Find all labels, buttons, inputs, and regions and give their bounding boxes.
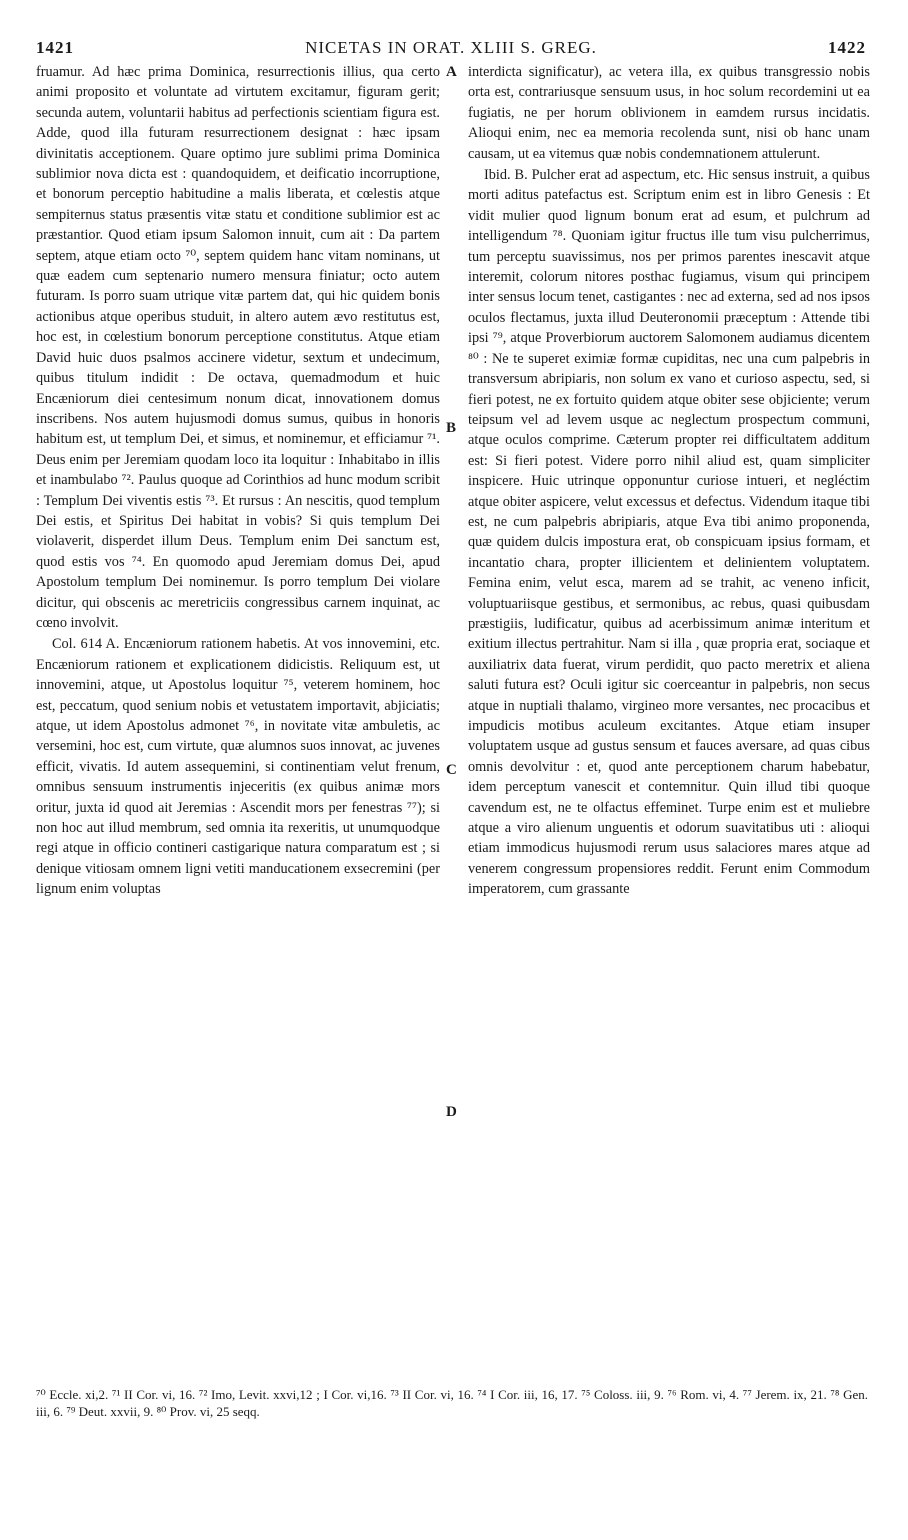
right-paragraph: Ibid. B. Pulcher erat ad aspectum, etc. Hic sensus instruit, a quibus morti aditus patefactus est. Scriptum enim est in libro Genesis : Et vidit mulier quod lignum bonum erat ad esum, et pulchrum ad intelligendum ⁷⁸. Quoniam igitur fructus ille tum visu pulcherrimus, tum perceptu suavissimus, nos per primos parentes inescavit atque interemit, colorum nitores posthac fugiamus, visum qui principem inter sensus locum tenet, castigantes : nec ad externa, sed ad nos ipsos oculos flectamus, juxta illud Deuteronomii præceptum : Attende tibi ipsi ⁷⁹, atque Proverbiorum auctorem Salomonem audiamus dicentem ⁸⁰ : Ne te superet eximiæ formæ cupiditas, nec una cum palpebris in transversum abripiaris, non solum ex vano et curioso aspectu, sed, si fieri potest, ne ex fortuito quidem atque obiter sese objiciente; verum teipsum vel ad levem usque ac neglectum prospectum communi, atque oculos comprime. Cæterum propter rei difficultatem additum est: Si fieri potest. Videre porro nihil aliud est, quam simpliciter inspicere. Huic utrinque opponuntur curiose intueri, et negléctim atque obiter aspicere, velut excessus et defectus. Videndum itaque tibi est, ne cum palpebris abripiaris, atque Eva tibi animo proponenda, quæ quidem dulcis impostura erat, ob conspicuam ipsius formam, et incantatio chara, propter illicientem et delinientem voluptatem. Femina enim, velut esca, marem ad se trahit, ac veneno inficit, voluptuariisque gestibus, et sermonibus, ac rebus, quasi quibusdam præstigiis, ludificatur, quibus ad acerbissimum animæ interitum et exitium illectus pertrahitur. Nam si illa , quæ propria erat, sociaque et auxiliatrix data fuerat, virum perdidit, quo pacto meretrix et aliena saluti futura est? Oculi igitur sic coerceantur in palpebris, non secus atque in nuptiali thalamo, virgineo more versantes, nec procacibus et impudicis motibus aculeum excitantes. Atque etiam insuper voluptatem usque ad gustus sensum et fauces aversare, ad quas cibus omnis devolvitur : et, quod ante perceptionem charum habebatur, idem perceptum vanescit et contemnitur. Quin illud tibi quoque cavendum est, ne te olfactus effeminet. Turpe enim est et muliebre atque a viro alienum unguentis et odorum suavitatibus uti : alioqui etiam immodicus hujusmodi rerum usus salaciores mares atque ad venerem congressum propensiores reddit. Ferunt enim Commodum imperatorem, cum grassante — [468, 167, 870, 898]
page-header — [36, 38, 866, 62]
section-marker-a: A — [446, 64, 457, 80]
page-number-right: 1422 — [828, 38, 866, 57]
page-number-left: 1421 — [36, 38, 74, 57]
running-title: NICETAS IN ORAT. XLIII S. GREG. — [305, 38, 597, 57]
section-marker-c: C — [446, 762, 457, 778]
right-column — [468, 62, 870, 900]
right-paragraph: interdicta significatur), ac vetera illa, ex quibus transgressio nobis orta est, contrariusque sensuum usus, in hoc solum recordemini ut ea fugiatis, ne per horum oblivionem in eamdem rursus incidatis. Alioqui enim, nec ea memoria recolenda sunt, nisi ob hanc unam causam, ut ea vitemus quæ nobis condemnationem attulerunt. — [468, 64, 870, 162]
left-paragraph: Col. 614 A. Encæniorum rationem habetis. At vos innovemini, etc. Encæniorum rationem et explicationem didicistis. Reliquum est, ut innovemini, atque, ut Apostolus loquitur ⁷⁵, veterem hominem, hoc est, peccatum, quod senium nobis et vetustatem importavit, abjiciatis; atque, ut idem Apostolus admonet ⁷⁶, in novitate vitæ ambuletis, ac versemini, hoc est, cum virtute, quæ alumnos suos innovat, ac juvenes efficit, vivatis. Id autem assequemini, si continentiam velut frenum, omnibus sensuum instrumentis injeceritis (ex quibus animæ mors oritur, juxta id quod ait Jeremias : Ascendit mors per fenestras ⁷⁷); si non hoc aut illud membrum, sed omnia ita rexeritis, ut unumquodque regi atque in officio contineri castigarique natura comparatum est ; si denique vitiosam omnem ligni vetiti manducationem exsecremini (per lignum enim voluptas — [36, 636, 440, 898]
section-marker-b: B — [446, 420, 457, 436]
section-marker-d: D — [446, 1104, 457, 1120]
left-paragraph: fruamur. Ad hæc prima Dominica, resurrectionis illius, qua certo animi proposito et voluntate ad virtutem excitamur, figuram gerit; secunda autem, voluntarii habitus ad perfectionis scientiam figura est. Adde, quod illa futuram resurrectionem designat : hæc ipsam divinitatis acceptionem. Quare optimo jure sublimi prima Dominica sublimior nova dicta est : quandoquidem, et deificatio incorruptione, et bonorum perceptio habitudine a malis liberata, et cœlestis atque sempiternus status præsentis vitæ statu et conditione sublimior est ac præstantior. Quod etiam ipsum Salomon innuit, cum ait : Da partem septem, atque etiam octo ⁷⁰, septem quidem hanc vitam nominans, ut quæ eadem cum septenario numero mensura finiatur; octo autem futuram. Is porro suam utrique vitæ partem dat, qui hic quidem bonis actionibus atque operibus studuit, in altero autem ævo restitutus est, hoc est, in cœlestium bonorum perceptione constitutus. Atque etiam David huic duos psalmos accinere videtur, sextum et undecimum, quibus titulum indidit : De octava, quemadmodum et huic Encæniorum diei centesimum nonum dicat, innovationem domus inscribens. Nos autem hujusmodi domus sumus, quibus in honoris habitum est, ut templum Dei, et simus, et nominemur, et efficiamur ⁷¹. Deus enim per Jeremiam quodam loco ita loquitur : Inhabitabo in illis et inambulabo ⁷². Paulus quoque ad Corinthios ad hunc modum scribit : Templum Dei viventis estis ⁷³. Et rursus : An nescitis, quod templum Dei estis, et Spiritus Dei habitat in vobis? Si quis templum Dei violaverit, disperdet illum Deus. Templum enim Dei sanctum est, quod estis vos ⁷⁴. En quomodo apud Jeremiam domus Dei, apud Apostolum templum Dei nominemur. Is porro templum Dei violare dicitur, qui obscenis ac meretriciis congressibus carnem inquinat, ac cœno involvit. — [36, 64, 440, 631]
footnotes: ⁷⁰ Eccle. xi,2. ⁷¹ II Cor. vi, 16. ⁷² Imo, Levit. xxvi,12 ; I Cor. vi,16. ⁷³ II Cor. vi, 16. ⁷⁴ I Cor. iii, 16, 17. ⁷⁵ Coloss. iii, 9. ⁷⁶ Rom. vi, 4. ⁷⁷ Jerem. ix, 21. ⁷⁸ Gen. iii, 6. ⁷⁹ Deut. xxvii, 9. ⁸⁰ Prov. vi, 25 seqq. — [36, 1387, 868, 1419]
left-column — [36, 62, 440, 900]
